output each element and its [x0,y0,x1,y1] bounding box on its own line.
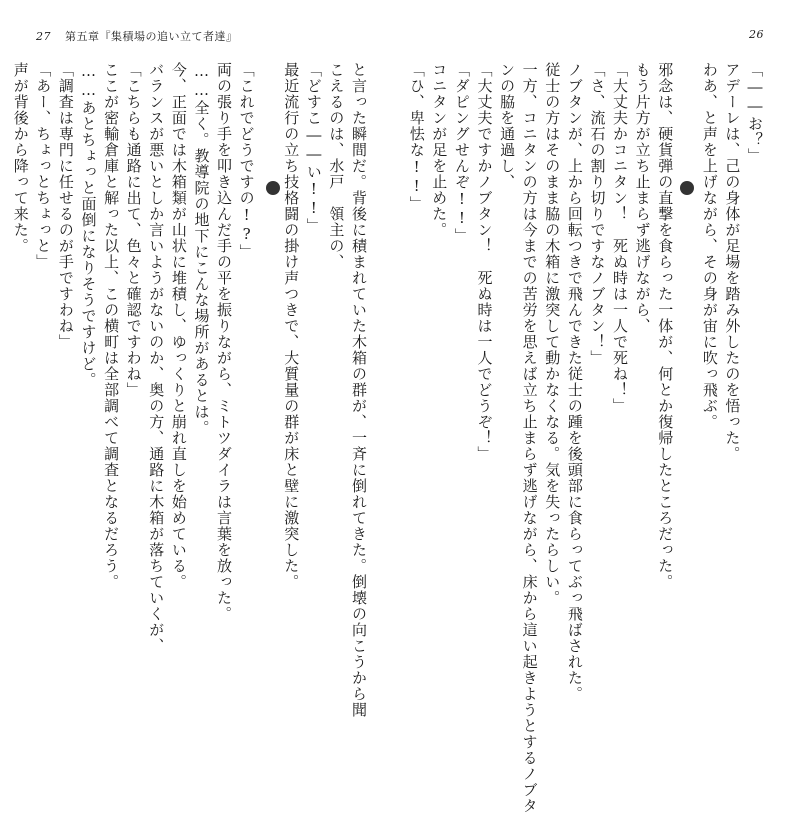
text-line: バランスが悪いとしか言いようがないのか、奥の方、通路に木箱が落ちていくが、 [147,62,166,654]
chapter-title: 第五章『集積場の追い立て者達』 [65,30,238,43]
left-page [0,0,400,718]
text-line: ……あとちょっと面倒になりそうですけど。 [79,62,98,388]
text-line: 「ひ、卑怯な!!」 [407,62,426,212]
left-page-body [9,62,370,718]
running-header [36,28,238,44]
text-line: 一方、コニタンの方は今までの苦労を思えば立ち止まらず逃げながら、床から這い起きようとするノブタ [520,62,539,814]
text-line: こえるのは、水戸 領主の、 [327,62,346,270]
page-number-right: 26 [749,28,764,41]
text-line: ンの脇を通過し、 [498,62,517,190]
text-line: 「調査は専門に任せるのが手ですわね」 [56,62,75,350]
text-line: アデーレは、己の身体が足場を踏み外したのを悟った。 [723,62,742,462]
text-line: コニタンが足を止めた。 [430,62,449,238]
text-line: ……全く。教導院の地下にこんな場所があるとは。 [192,62,211,436]
text-line: 従士の方はそのまま脇の木箱に激突して動かなくなる。気を失ったらしい。 [543,62,562,606]
text-line: 「ダピングせんぞ!!」 [452,62,471,244]
text-line: 邪念は、硬貨弾の直撃を食らった一体が、何とか復帰したところだった。 [656,62,675,590]
text-line: 「こちらも通路に出て、色々と確認ですわね」 [124,62,143,398]
section-gap [676,62,698,582]
right-page [400,0,800,814]
text-line: ノブタンが、上から回転つきで飛んできた従士の踵を後頭部に食らってぶっ飛ばされた。 [565,62,584,702]
text-line: 今、正面では木箱類が山状に堆積し、ゆっくりと崩れ直しを始めている。 [169,62,188,590]
text-line: もう片方が立ち止まらず逃げながら、 [633,62,652,334]
text-line: わあ、と声を上げながら、その身が宙に吹っ飛ぶ。 [700,62,719,430]
text-line: 「どすこ――い!!」 [304,62,323,234]
text-line: 「あー、ちょっとちょっと」 [34,62,53,270]
text-line: 両の張り手を叩き込んだ手の平を振りながら、ミトツダイラは言葉を放った。 [215,62,234,622]
section-gap [258,62,280,582]
page-number-left: 27 [36,30,51,43]
text-line: 「さ、流石の割り切りですなノブタン！」 [588,62,607,366]
text-line: と言った瞬間だ。背後に積まれていた木箱の群が、一斉に倒れてきた。倒壊の向こうから聞 [350,62,368,718]
text-line: ここが密輸倉庫と解った以上、この横町は全部調べて調査となるだろう。 [102,62,121,590]
right-page-body [405,62,766,814]
text-line: 「これでどうですの!?」 [237,62,256,260]
text-line: 「――お？」 [746,62,764,164]
text-line: 「大丈夫ですかノブタン！ 死ぬ時は一人でどうぞ！」 [475,62,494,462]
text-line: 声が背後から降って来た。 [11,62,30,254]
text-line: 最近流行の立ち技格闘の掛け声つきで、大質量の群が床と壁に激突した。 [282,62,301,590]
text-line: 「大丈夫かコニタン！ 死ぬ時は一人で死ね！」 [611,62,630,414]
